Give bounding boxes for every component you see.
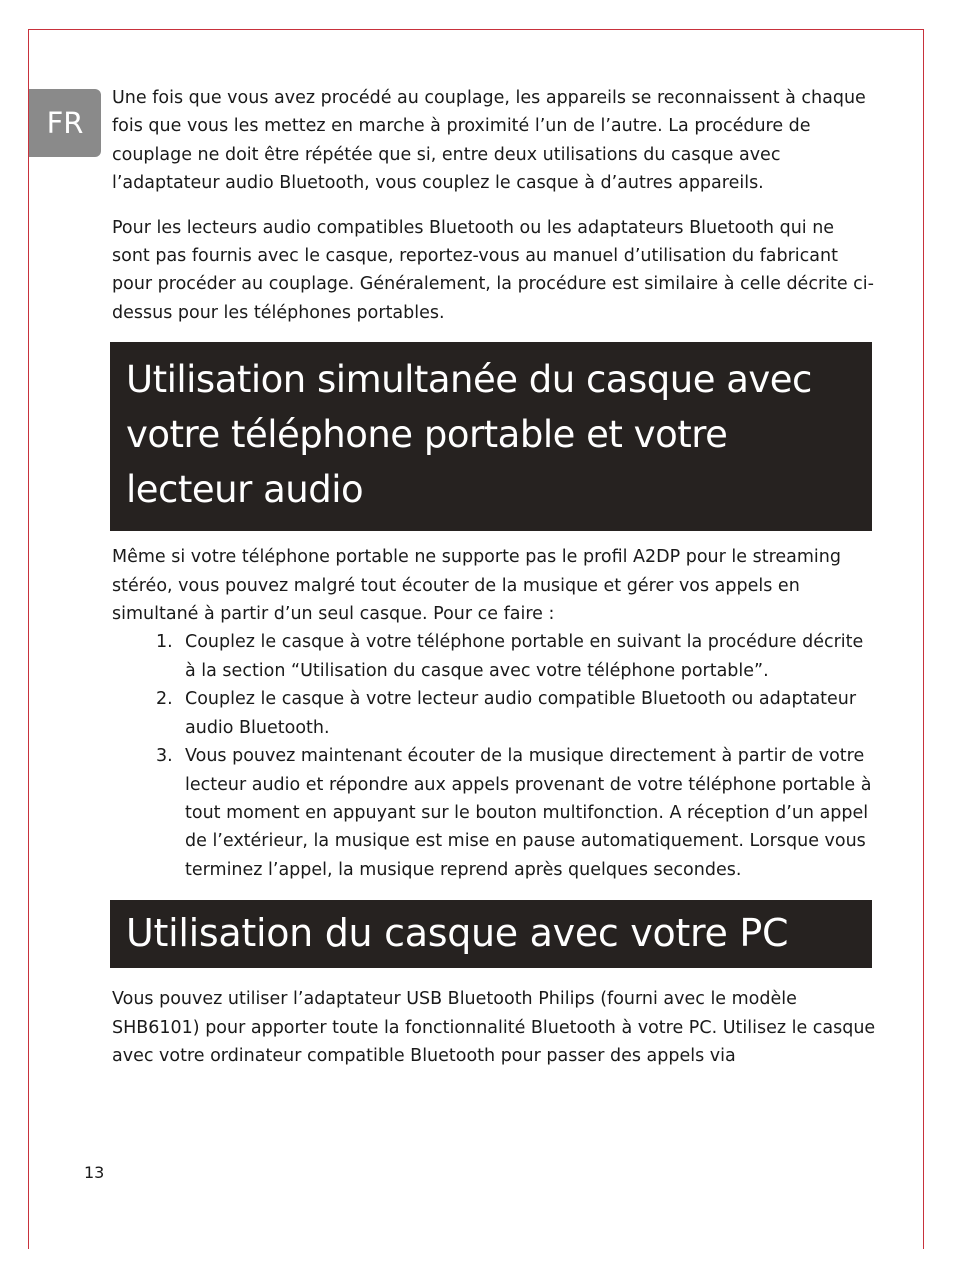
language-tab: FR [29, 89, 101, 157]
paragraph-pc-intro: Vous pouvez utiliser l’adaptateur USB Bluetooth Philips (fourni avec le modèle SHB6101) pour apporter toute la fonctionnalité Bluetooth à votre PC. Utilisez le casque avec votre ordinateur compatible Bluetooth pour passer des appels via [112, 989, 876, 1066]
page-content [112, 84, 877, 1070]
step-number: 2. [156, 689, 173, 710]
step-text: Vous pouvez maintenant écouter de la musique directement à partir de votre lecteur audio et répondre aux appels provenant de votre téléphone portable à tout moment en appuyant sur le bouton multifonction. A réception d’un appel de l’extérieur, la musique est mise en pause automatiquement. Lorsque vous terminez l’appel, la musique reprend après quelques secondes. [185, 746, 872, 880]
list-item [112, 685, 877, 742]
steps-list [112, 628, 877, 884]
paragraph-other-devices: Pour les lecteurs audio compatibles Bluetooth ou les adaptateurs Bluetooth qui ne sont pas fournis avec le casque, reportez-vous au manuel d’utilisation du fabricant pour procéder au couplage. Généralement, la procédure est similaire à celle décrite ci-dessus pour les téléphones portables. [112, 217, 874, 323]
section-heading-band-pc [110, 900, 872, 968]
section-heading-simultaneous: Utilisation simultanée du casque avec votre téléphone portable et votre lecteur audio [126, 358, 812, 512]
list-item [112, 628, 877, 685]
step-number: 3. [156, 746, 173, 767]
step-text: Couplez le casque à votre lecteur audio compatible Bluetooth ou adaptateur audio Bluetooth. [185, 689, 857, 738]
section-heading-pc: Utilisation du casque avec votre PC [126, 911, 789, 956]
step-text: Couplez le casque à votre téléphone portable en suivant la procédure décrite à la section “Utilisation du casque avec votre téléphone portable”. [185, 632, 864, 681]
paragraph-pairing-recognition: Une fois que vous avez procédé au couplage, les appareils se reconnaissent à chaque fois que vous les mettez en marche à proximité l’un de l’autre. La procédure de couplage ne doit être répétée que si, entre deux utilisations du casque avec l’adaptateur audio Bluetooth, vous couplez le casque à d’autres appareils. [112, 88, 866, 194]
list-item [112, 742, 877, 884]
step-number: 1. [156, 632, 173, 653]
section-heading-band-simultaneous [110, 342, 872, 531]
page-number: 13 [84, 1163, 105, 1182]
paragraph-simultaneous-intro: Même si votre téléphone portable ne supporte pas le profil A2DP pour le streaming stéréo, vous pouvez malgré tout écouter de la musique et gérer vos appels en simultané à partir d’un seul casque. Pour ce faire : [112, 547, 841, 625]
